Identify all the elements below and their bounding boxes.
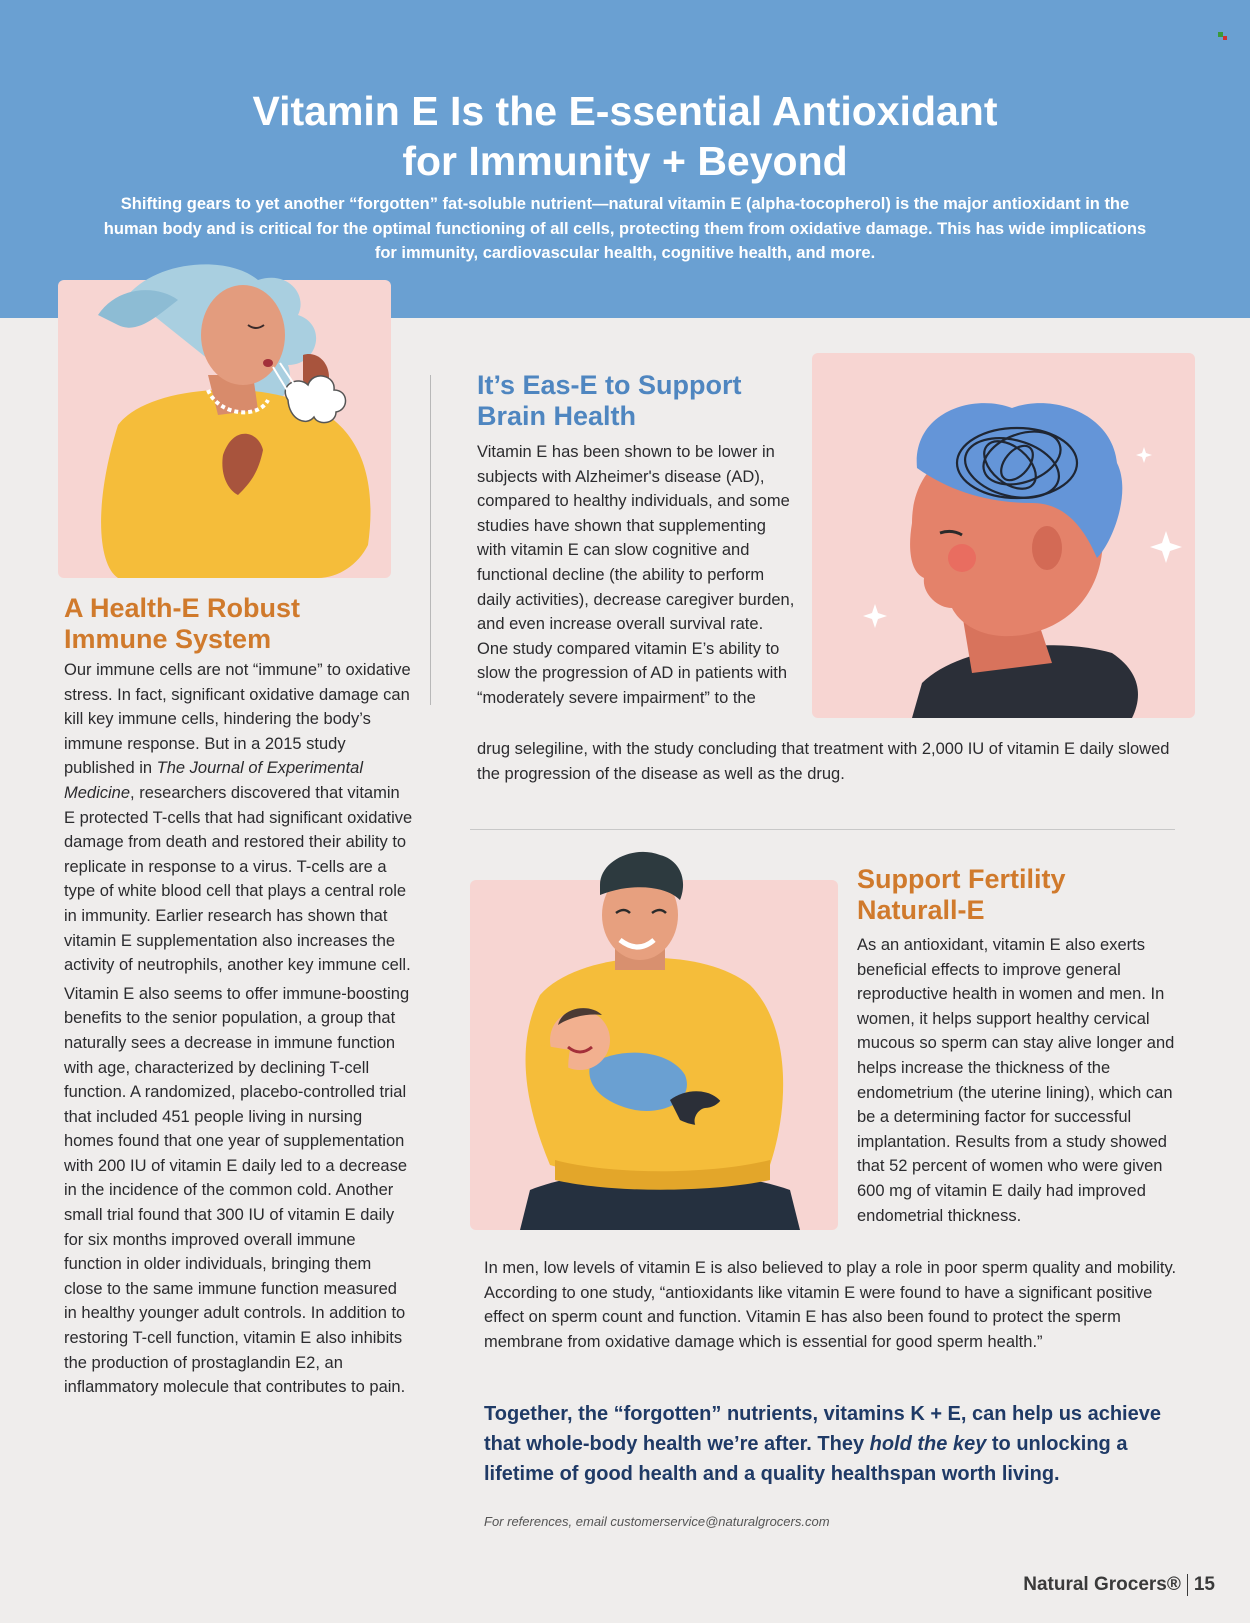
- heading-fertility-line1: Support Fertility: [857, 864, 1066, 894]
- brain-body: [477, 440, 795, 711]
- page-number: 15: [1193, 1574, 1215, 1596]
- heading-brain-line2: Brain Health: [477, 401, 637, 431]
- immune-paragraph-1: [64, 658, 414, 978]
- heading-brain: [477, 370, 807, 432]
- immune-paragraph-2: Vitamin E also seems to offer immune-boosting benefits to the senior population, a group that naturally sees a decrease in immune function with age, characterized by declining T-cell function. A randomized, placebo-controlled trial that included 451 people living in nursing homes found that one year of supplementation with 200 IU of vitamin E daily led to a decrease in the incidence of the common cold. Another small trial found that 300 IU of vitamin E daily for six months improved overall immune function in older individuals, bringing them close to the same immune function measured in healthy younger adult controls. In addition to restoring T-cell function, vitamin E also inhibits the production of prostaglandin E2, an inflammatory molecule that contributes to pain.: [64, 984, 410, 1397]
- page-footer: [1000, 1574, 1215, 1596]
- heading-fertility: [857, 864, 1187, 926]
- immune-body: [64, 658, 414, 1400]
- brain-paragraph-1: Vitamin E has been shown to be lower in subjects with Alzheimer's disease (AD), compared to healthy individuals, and some studies have shown that supplementing with vitamin E can slow cognitive and functional decline (the ability to perform daily activities), decrease caregiver burden, and even increase overall survival rate. One study compared vitamin E’s ability to slow the progression of AD in patients with “moderately severe impairment” to the: [477, 443, 795, 707]
- brain-paragraph-1-cont: drug selegiline, with the study concluding that treatment with 2,000 IU of vitamin E daily slowed the progression of the disease as well as the drug.: [477, 740, 1170, 783]
- heading-immune: [64, 593, 404, 655]
- column-divider: [430, 375, 431, 705]
- closing-after: to unlocking a lifetime of good health and a quality healthspan worth living.: [484, 1433, 1128, 1485]
- page-title-line2: for Immunity + Beyond: [402, 138, 848, 184]
- intro-paragraph: Shifting gears to yet another “forgotten” fat-soluble nutrient—natural vitamin E (alpha-tocopherol) is the major antioxidant in the human body and is critical for the optimal functioning of all cells, protecting them from oxidative damage. This has wide implications for immunity, cardiovascular health, cognitive health, and more.: [103, 195, 1147, 262]
- footer-separator: [1187, 1574, 1188, 1596]
- corner-mark-icon: [1223, 36, 1227, 40]
- fertility-body-cont: [484, 1256, 1194, 1354]
- heading-fertility-line2: Naturall-E: [857, 895, 985, 925]
- heading-brain-line1: It’s Eas-E to Support: [477, 370, 742, 400]
- fertility-paragraph-1: As an antioxidant, vitamin E also exerts beneficial effects to improve general reproductive health in women and men. In women, it helps support healthy cervical mucous so sperm can stay alive longer and helps increase the thickness of the endometrium (the uterine lining), which can be a determining factor for successful implantation. Results from a study showed that 52 percent of women who were given 600 mg of vitamin E daily had improved endometrial thickness.: [857, 936, 1175, 1225]
- journal-title: The Journal of Experimental Medicine: [64, 759, 364, 802]
- immune-p1-after: , researchers discovered that vitamin E protected T-cells that had significant oxidative damage from death and restored their ability to replicate in response to a virus. T-cells are a type of white blood cell that plays a central role in immunity. Earlier research has shown that vitamin E supplementation also increases the activity of neutrophils, another key immune cell.: [64, 783, 413, 975]
- section-divider: [470, 829, 1175, 830]
- woman-breathing-illustration: [58, 255, 391, 578]
- page-title: [0, 86, 1250, 186]
- closing-before: Together, the “forgotten” nutrients, vitamins K + E, can help us achieve that whole-body health we’re after. They: [484, 1403, 1161, 1455]
- father-baby-illustration: [470, 845, 838, 1230]
- thinking-man-illustration: [812, 353, 1195, 718]
- brand-name: Natural Grocers®: [1023, 1574, 1181, 1596]
- brain-body-cont: [477, 737, 1177, 786]
- page-title-line1: Vitamin E Is the E-ssential Antioxidant: [252, 88, 998, 134]
- heading-immune-line1: A Health-E Robust: [64, 593, 300, 623]
- immune-p1-before: Our immune cells are not “immune” to oxidative stress. In fact, significant oxidative damage can kill key immune cells, hindering the body’s immune response. But in a 2015 study published in: [64, 661, 411, 778]
- heading-immune-line2: Immune System: [64, 624, 272, 654]
- fertility-body: [857, 933, 1192, 1228]
- closing-statement: [484, 1399, 1184, 1489]
- references-note: For references, email customerservice@naturalgrocers.com: [484, 1514, 830, 1529]
- closing-emphasis: hold the key: [869, 1433, 987, 1455]
- fertility-paragraph-2: In men, low levels of vitamin E is also believed to play a role in poor sperm quality and mobility. According to one study, “antioxidants like vitamin E were found to have a significant positive effect on sperm count and function. Vitamin E has also been found to protect the sperm membrane from oxidative damage which is essential for good sperm health.”: [484, 1259, 1177, 1351]
